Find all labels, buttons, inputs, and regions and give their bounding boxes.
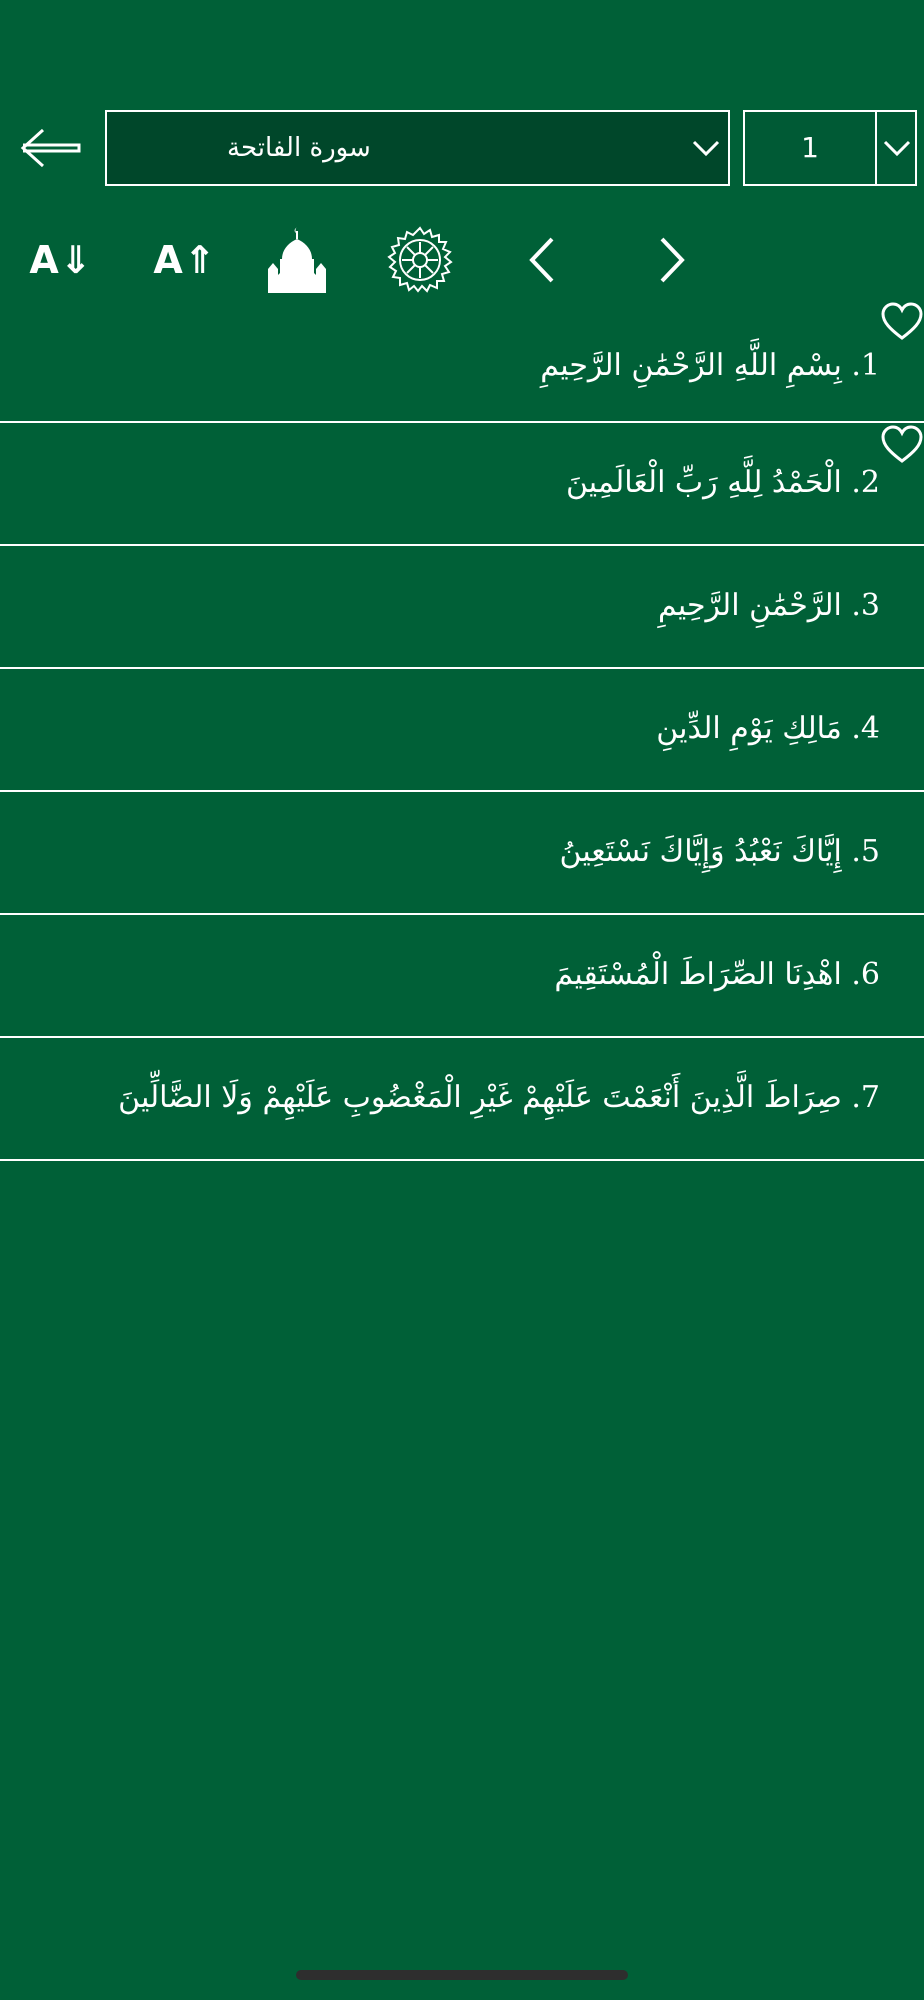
verse-row[interactable] xyxy=(0,1038,924,1161)
chevron-down-icon xyxy=(881,130,913,170)
ayah-dropdown-value: 1 xyxy=(801,131,819,164)
arrow-left-icon xyxy=(17,126,83,170)
verse-text: 5. إِيَّاكَ نَعْبُدُ وَإِيَّاكَ نَسْتَعِينُ xyxy=(559,834,880,869)
home-indicator xyxy=(296,1970,628,1980)
verse-text: 3. الرَّحْمَٰنِ الرَّحِيمِ xyxy=(657,588,880,623)
top-bar xyxy=(0,108,924,190)
verse-row[interactable] xyxy=(0,423,924,546)
verse-text: 6. اهْدِنَا الصِّرَاطَ الْمُسْتَقِيمَ xyxy=(554,957,880,992)
heart-icon[interactable] xyxy=(880,302,924,346)
verse-row[interactable] xyxy=(0,546,924,669)
ayah-dropdown[interactable] xyxy=(743,110,917,186)
mosque-icon xyxy=(266,225,328,295)
verse-text: 7. صِرَاطَ الَّذِينَ أَنْعَمْتَ عَلَيْهِمْ غَيْرِ الْمَغْضُوبِ عَلَيْهِمْ وَلَا الضَّالِّينَ xyxy=(118,1080,880,1115)
previous-button[interactable] xyxy=(510,220,574,300)
verse-text: 1. بِسْمِ اللَّهِ الرَّحْمَٰنِ الرَّحِيمِ xyxy=(540,348,880,383)
prayer-times-button[interactable] xyxy=(263,220,331,300)
next-button[interactable] xyxy=(640,220,704,300)
verse-row[interactable] xyxy=(0,915,924,1038)
verse-list xyxy=(0,300,924,1161)
chevron-left-icon xyxy=(522,235,562,285)
heart-icon[interactable] xyxy=(880,425,924,469)
verse-row[interactable] xyxy=(0,669,924,792)
decrease-font-button[interactable] xyxy=(30,220,92,300)
font-increase-icon: A⇑ xyxy=(153,238,217,282)
verse-text: 4. مَالِكِ يَوْمِ الدِّينِ xyxy=(656,711,880,746)
surah-dropdown[interactable] xyxy=(105,110,730,186)
chevron-down-icon xyxy=(688,130,724,170)
font-decrease-icon: A⇓ xyxy=(29,238,93,282)
surah-dropdown-value: سورة الفاتحة xyxy=(227,133,371,163)
back-button[interactable] xyxy=(14,118,86,178)
reader-toolbar xyxy=(0,220,924,300)
gear-icon xyxy=(385,225,455,295)
settings-button[interactable] xyxy=(384,220,456,300)
verse-text: 2. الْحَمْدُ لِلَّهِ رَبِّ الْعَالَمِينَ xyxy=(565,465,880,500)
chevron-right-icon xyxy=(652,235,692,285)
increase-font-button[interactable] xyxy=(154,220,216,300)
ayah-dropdown-divider xyxy=(875,112,877,184)
verse-row[interactable] xyxy=(0,792,924,915)
verse-row[interactable] xyxy=(0,300,924,423)
